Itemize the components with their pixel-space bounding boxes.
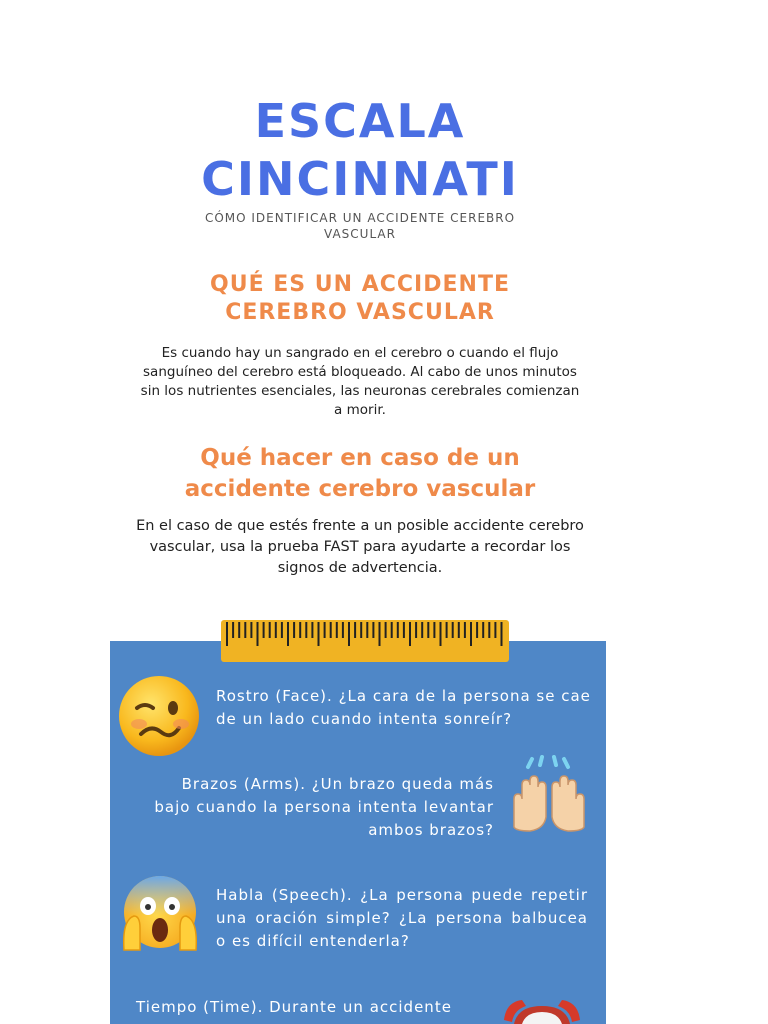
fast-item-speech: Habla (Speech). ¿La persona puede repetir una oración simple? ¿La persona balbucea o es difícil entenderla? [216,886,588,950]
title-line-1: ESCALA [254,94,466,148]
ruler-icon [221,620,509,662]
alarm-clock-icon [500,998,584,1024]
section2-body: En el caso de que estés frente a un posible accidente cerebro vascular, usa la prueba FAST para ayudarte a recordar los signos de advertencia. [136,518,584,576]
section1-heading-line1: QUÉ ES UN ACCIDENTE [210,272,510,297]
screaming-face-icon [118,872,202,956]
section2-heading-line2: accidente cerebro vascular [184,476,536,502]
section2-heading-line1: Qué hacer en caso de un [200,445,520,471]
woozy-face-icon [117,674,201,758]
section2-heading [130,443,590,505]
subtitle: CÓMO IDENTIFICAR UN ACCIDENTE CEREBRO VASCULAR [204,211,516,241]
section1-heading [130,271,590,327]
raising-hands-icon [506,755,592,837]
fast-item-arms: Brazos (Arms). ¿Un brazo queda más bajo cuando la persona intenta levantar ambos brazos? [154,775,494,839]
title-line-2: CINCINNATI [201,152,519,206]
fast-item-face: Rostro (Face). ¿La cara de la persona se cae de un lado cuando intenta sonreír? [216,687,591,728]
section1-body: Es cuando hay un sangrado en el cerebro o cuando el flujo sanguíneo del cerebro está bloqueado. Al cabo de unos minutos sin los nutrientes esenciales, las neuronas cerebrales comienzan a morir. [140,345,580,418]
fast-item-time: Tiempo (Time). Durante un accidente [136,998,452,1016]
section1-heading-line2: CEREBRO VASCULAR [225,300,495,325]
